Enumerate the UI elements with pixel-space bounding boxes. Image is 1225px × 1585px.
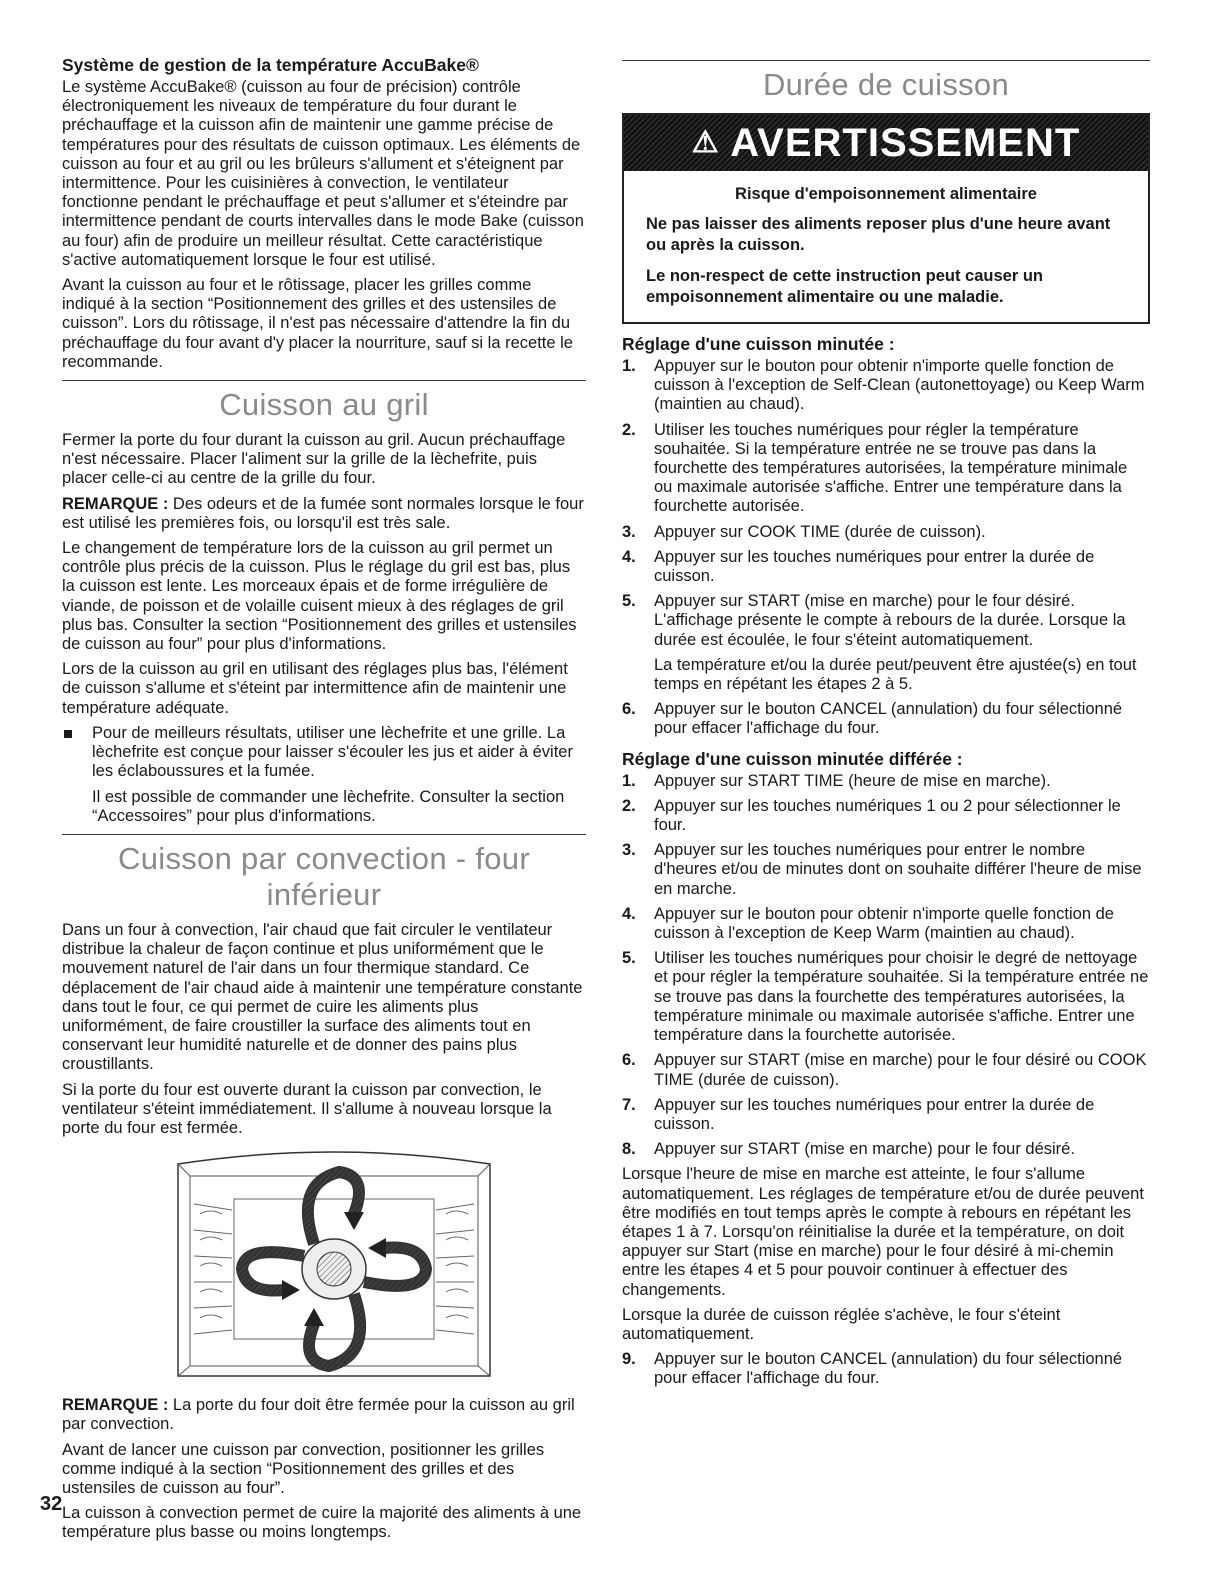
warning-subtitle: Risque d'empoisonnement alimentaire — [735, 185, 1037, 203]
list-item: 3. Appuyer sur les touches numériques pour entrer le nombre d'heures et/ou de minutes dont on souhaite différer l'heure de mise en marche. — [622, 841, 1142, 898]
section-divider — [62, 834, 586, 835]
convection-section-title: Cuisson par convection - four inférieur — [118, 840, 530, 912]
differee-paragraph-1: Lorsque l'heure de mise en marche est atteinte, le four s'allume automatiquement. Les réglages de température et/ou de durée peuvent être modifiés en tout temps après le compte à rebours en répétant les étapes 1 à 7. Lorsqu'on réinitialise la durée et la température, on doit appuyer sur Start (mise en marche) pour le four désiré à mi-chemin entre les étapes 4 et 5 pour pouvoir continuer à effectuer des changements. — [622, 1165, 1144, 1299]
list-item: 3. Appuyer sur COOK TIME (durée de cuisson). — [622, 522, 986, 541]
accubake-heading: Système de gestion de la température AccuBake® — [62, 55, 479, 75]
bullet-square-icon — [64, 730, 72, 738]
differee-paragraph-2: Lorsque la durée de cuisson réglée s'achève, le four s'éteint automatiquement. — [622, 1305, 1061, 1343]
gril-paragraph-4: Lors de la cuisson au gril en utilisant des réglages plus bas, l'élément de cuisson s'allume et s'éteint par intermittence afin de maintenir une température adéquate. — [62, 660, 568, 717]
accubake-paragraph-1: Le système AccuBake® (cuisson au four de précision) contrôle électroniquement les niveaux de température du four durant le préchauffage et la cuisson afin de maintenir une gamme précise de températures pour des résultats de cuisson optimaux. Les éléments de cuisson au four et au gril ou les brûleurs s'allument et s'éteignent par intermittence. Pour les cuisinières à convection, le ventilateur fonctionne pendant le préchauffage et peut s'allumer et s'éteindre par intermittence pendant de courts intervalles dans le mode Bake (cuisson au four) afin de produire un meilleur résultat. Cette caractéristique s'active automatiquement lorsque le four est utilisé. — [62, 78, 584, 269]
left-column — [62, 55, 586, 1549]
convection-paragraph-2: Si la porte du four est ouverte durant la cuisson par convection, le ventilateur s'éteint immédiatement. Il s'allume à nouveau lorsque la porte du four est fermée. — [62, 1080, 552, 1137]
step-5-note: La température et/ou la durée peut/peuvent être ajustée(s) en tout temps en répétant les étapes 2 à 5. — [654, 655, 1137, 694]
gril-bullet — [62, 724, 586, 782]
convection-paragraph-4: La cuisson à convection permet de cuire la majorité des aliments à une température plus basse ou moins longtemps. — [62, 1504, 582, 1542]
right-column — [622, 60, 1150, 1395]
warning-line-1: Ne pas laisser des aliments reposer plus d'une heure avant ou après la cuisson. — [646, 215, 1111, 254]
gril-bullet-sub: Il est possible de commander une lèchefrite. Consulter la section “Accessoires” pour plus d'informations. — [92, 787, 565, 825]
gril-bullet-text: Pour de meilleurs résultats, utiliser une lèchefrite et une grille. La lèchefrite est conçue pour laisser s'écouler les jus et aider à éviter les éclaboussures et la fumée. — [92, 723, 573, 781]
list-item: 1. Appuyer sur START TIME (heure de mise en marche). — [622, 771, 1051, 790]
gril-remark — [62, 495, 586, 533]
list-item: 1. Appuyer sur le bouton pour obtenir n'importe quelle fonction de cuisson à l'exception de Self-Clean (autonettoyage) ou Keep Warm (maintien au chaud). — [622, 357, 1145, 414]
duree-section-title: Durée de cuisson — [762, 67, 1010, 102]
section-divider — [62, 380, 586, 381]
list-item: 2. Appuyer sur les touches numériques 1 ou 2 pour sélectionner le four. — [622, 796, 1121, 835]
list-item: 5. Utiliser les touches numériques pour choisir le degré de nettoyage et pour régler la température souhaitée. Si la température entrée ne se trouve pas dans la fourchette des températures autorisées, la température minimale ou maximale autorisée s'affiche. Entrer une température dans la fourchette autorisée. — [622, 949, 1149, 1045]
remark-text: Des odeurs et de la fumée sont normales lorsque le four est utilisé les premières fois, ou lorsqu'il est très sale. — [62, 494, 584, 532]
remark-label: REMARQUE : — [62, 494, 169, 513]
list-item: 8. Appuyer sur START (mise en marche) pour le four désiré. — [622, 1140, 1075, 1159]
remark-text: La porte du four doit être fermée pour la cuisson au gril par convection. — [62, 1396, 575, 1434]
list-item: 2. Utiliser les touches numériques pour régler la température souhaitée. Si la température entrée ne se trouve pas dans la fourchette des températures autorisées, la température minimale ou maximale autorisée s'affiche. Entrer une température dans la fourchette autorisée. — [622, 420, 1128, 516]
warning-header — [624, 115, 1148, 171]
convection-paragraph-1: Dans un four à convection, l'air chaud que fait circuler le ventilateur distribue la chaleur de façon continue et plus uniformément que le mouvement naturel de l'air dans un four thermique standard. Ce déplacement de l'air chaud aide à maintenir une température constante dans tout le four, ce qui permet de cuire les aliments plus uniformément, de faire croustiller la surface des aliments tout en conservant leur humidité naturelle et de donner des pains plus croustillants. — [62, 920, 583, 1074]
minutee-steps — [622, 357, 1150, 739]
gril-section-title: Cuisson au gril — [219, 387, 429, 423]
differee-final-step — [622, 1350, 1150, 1388]
differee-steps — [622, 772, 1150, 1160]
list-item: 7. Appuyer sur les touches numériques pour entrer la durée de cuisson. — [622, 1095, 1095, 1133]
accubake-paragraph-2: Avant la cuisson au four et le rôtissage, placer les grilles comme indiqué à la section “Positionnement des grilles et des ustensiles de cuisson”. Lors du rôtissage, il n'est pas nécessaire d'attendre la fin du préchauffage du four avant d'y placer la nourriture, sauf si la recette le recommande. — [62, 276, 573, 371]
warning-box — [622, 113, 1150, 324]
list-item: 9. Appuyer sur le bouton CANCEL (annulation) du four sélectionné pour effacer l'affichage du four. — [622, 1350, 1123, 1388]
list-item: 6. Appuyer sur le bouton CANCEL (annulation) du four sélectionné pour effacer l'affichage du four. — [622, 700, 1123, 738]
warning-header-text: AVERTISSEMENT — [730, 121, 1081, 165]
section-divider — [622, 60, 1150, 61]
minutee-heading: Réglage d'une cuisson minutée : — [622, 334, 895, 354]
convection-oven-illustration — [164, 1144, 504, 1386]
list-item: 4. Appuyer sur le bouton pour obtenir n'importe quelle fonction de cuisson à l'exception de Keep Warm (maintien au chaud). — [622, 904, 1114, 943]
remark-label: REMARQUE : — [62, 1396, 169, 1415]
differee-heading: Réglage d'une cuisson minutée différée : — [622, 748, 963, 769]
list-item: 6. Appuyer sur START (mise en marche) pour le four désiré ou COOK TIME (durée de cuisson). — [622, 1051, 1147, 1089]
gril-paragraph-3: Le changement de température lors de la cuisson au gril permet un contrôle plus précis de la cuisson. Plus le réglage du gril est bas, plus la cuisson est lente. Les morceaux épais et de forme irrégulière de viande, de poisson et de volaille cuisent mieux à des réglages de gril plus bas. Consulter la section “Positionnement des grilles et ustensiles de cuisson au four” pour plus d'informations. — [62, 539, 577, 654]
warning-body — [624, 171, 1148, 322]
page-number: 32 — [40, 1493, 63, 1515]
warning-line-2: Le non-respect de cette instruction peut causer un empoisonnement alimentaire ou une maladie. — [646, 267, 1043, 306]
gril-paragraph-1: Fermer la porte du four durant la cuisson au gril. Aucun préchauffage n'est nécessaire. Placer l'aliment sur la grille de la lèchefrite, puis placer celle-ci au centre de la grille du four. — [62, 431, 566, 488]
convection-remark — [62, 1396, 586, 1434]
warning-triangle-icon: ⚠ — [691, 126, 720, 159]
convection-paragraph-3: Avant de lancer une cuisson par convection, positionner les grilles comme indiqué à la section “Positionnement des grilles et des ustensiles de cuisson au four”. — [62, 1440, 545, 1497]
list-item: 5. Appuyer sur START (mise en marche) pour le four désiré. L'affichage présente le compte à rebours de la durée. Lorsque la durée est écoulée, le four s'éteint automatiquement. La température et/ou la durée peut/peuvent être ajustée(s) en tout temps en répétant les étapes 2 à 5. — [622, 592, 1150, 694]
list-item: 4. Appuyer sur les touches numériques pour entrer la durée de cuisson. — [622, 547, 1095, 586]
